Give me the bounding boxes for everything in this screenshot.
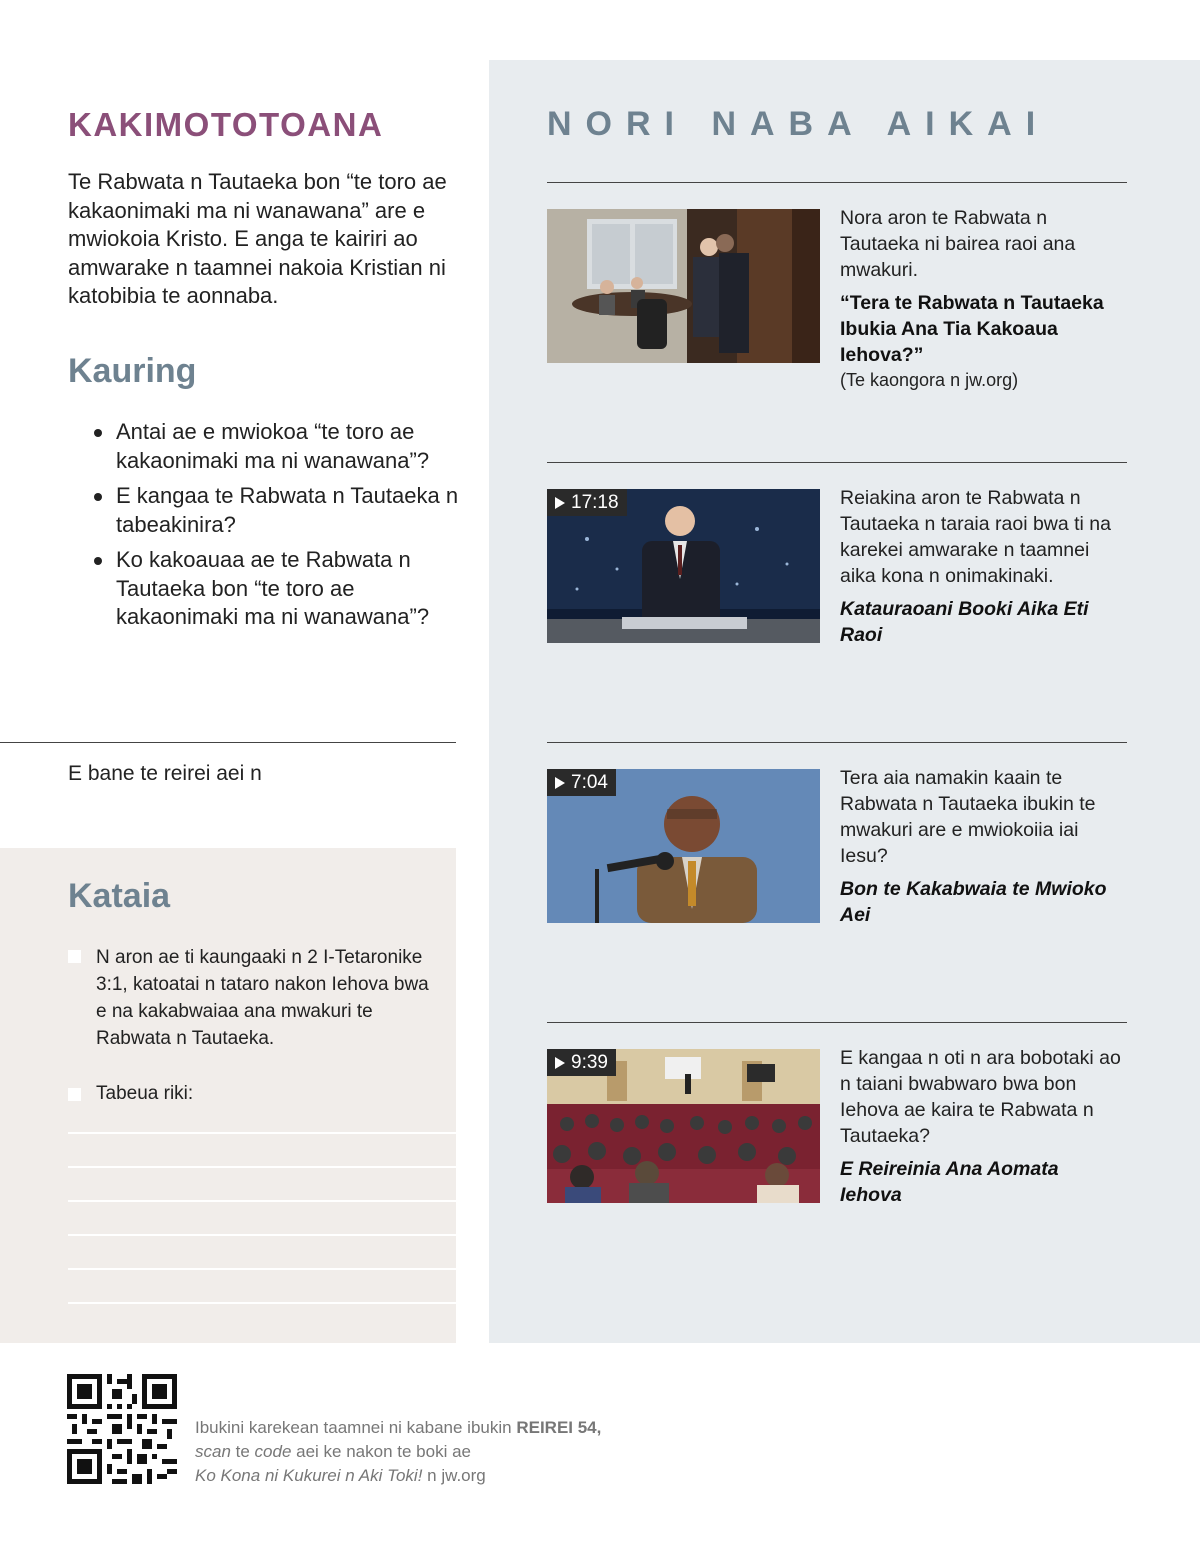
play-icon xyxy=(555,1057,565,1069)
article-link[interactable]: “Tera te Rabwata n Tautaeka Ibukia Ana Tia Kakoaua Iehova?” xyxy=(840,292,1104,366)
goal-item-text: N aron ae ti kaungaaki n 2 I-Tetaronike 3:1, katoatai n tataro nakon Iehova bwa e na kakabwaiaa ana mwakuri te Rabwata n Tautaeka. xyxy=(96,947,429,1049)
bullet-icon xyxy=(94,429,102,437)
write-line[interactable] xyxy=(68,1132,456,1134)
video-link[interactable]: Bon te Kakabwaia te Mwioko Aei xyxy=(840,878,1107,926)
footer-line-2 xyxy=(195,1440,601,1464)
footer-text xyxy=(195,1416,601,1488)
divider xyxy=(547,182,1127,183)
item-description: Tera aia namakin kaain te Rabwata n Tautaeka ibukin te mwakuri are e mwiokoiia iai Iesu? xyxy=(840,767,1096,867)
date-line: E bane te reirei aei n xyxy=(68,762,262,785)
item-description: E kangaa n oti n ara bobotaki ao n taiani bwabwaro bwa bon Iehova ae kaira te Rabwata n Tautaeka? xyxy=(840,1047,1121,1147)
review-list xyxy=(92,418,462,639)
item-description: Reiakina aron te Rabwata n Tautaeka n taraia raoi bwa ti na karekei amwarake n taamnei aika kona n onimakinaki. xyxy=(840,487,1112,587)
review-item-text: Ko kakoauaa ae te Rabwata n Tautaeka bon “te toro ae kakaonimaki ma ni wanawana”? xyxy=(116,547,430,629)
video-thumbnail[interactable] xyxy=(547,489,820,643)
video-thumbnail[interactable] xyxy=(547,769,820,923)
duration-text: 9:39 xyxy=(571,1052,608,1073)
review-item-text: Antai ae e mwiokoa “te toro ae kakaonimaki ma ni wanawana”? xyxy=(116,419,430,473)
goal-checkbox[interactable] xyxy=(68,1088,81,1101)
write-line[interactable] xyxy=(68,1302,456,1304)
summary-title: KAKIMOTOTOANA xyxy=(68,106,384,143)
video-duration xyxy=(547,769,616,796)
footer-text-part: scan xyxy=(195,1442,231,1461)
review-item xyxy=(92,482,462,539)
meeting-room-image xyxy=(547,209,820,363)
footer-text-part: aei ke nakon te boki ae xyxy=(291,1442,471,1461)
explore-title: NORI NABA AIKAI xyxy=(547,105,1050,143)
footer-line-1 xyxy=(195,1416,601,1440)
video-duration xyxy=(547,489,627,516)
divider xyxy=(547,1022,1127,1023)
item-description: Nora aron te Rabwata n Tautaeka ni bairea raoi ana mwakuri. xyxy=(840,207,1076,281)
divider xyxy=(547,742,1127,743)
video-link[interactable]: E Reireinia Ana Aomata Iehova xyxy=(840,1158,1059,1206)
footer-text-part: te xyxy=(230,1442,255,1461)
goal-item-text: Tabeua riki: xyxy=(96,1083,194,1104)
footer-text-part: code xyxy=(254,1442,292,1461)
footer-text-part: n jw.org xyxy=(422,1466,486,1485)
play-icon xyxy=(555,777,565,789)
review-item xyxy=(92,546,462,632)
goal-checkbox[interactable] xyxy=(68,950,81,963)
write-line[interactable] xyxy=(68,1234,456,1236)
bullet-icon xyxy=(94,557,102,565)
divider xyxy=(0,742,456,743)
play-icon xyxy=(555,497,565,509)
review-title: Kauring xyxy=(68,352,197,390)
write-line[interactable] xyxy=(68,1166,456,1168)
footer-line-3 xyxy=(195,1464,601,1488)
summary-body: Te Rabwata n Tautaeka bon “te toro ae kakaonimaki ma ni wanawana” are e mwiokoia Kristo. E anga te kairiri ao amwarake n taamnei nakoia Kristian ni katobibia te aonnaba. xyxy=(68,169,447,308)
book-title-link[interactable]: Ko Kona ni Kukurei n Aki Toki! xyxy=(195,1466,423,1485)
lesson-number: REIREI 54, xyxy=(516,1418,602,1437)
write-line[interactable] xyxy=(68,1268,456,1270)
write-line[interactable] xyxy=(68,1200,456,1202)
video-thumbnail[interactable] xyxy=(547,1049,820,1203)
divider xyxy=(547,462,1127,463)
footer-text-part: Ibukini karekean taamnei ni kabane ibukin xyxy=(195,1418,517,1437)
review-item-text: E kangaa te Rabwata n Tautaeka n tabeakinira? xyxy=(116,483,459,537)
video-link[interactable]: Katauraoani Booki Aika Eti Raoi xyxy=(840,598,1089,646)
video-duration xyxy=(547,1049,616,1076)
item-source: (Te kaongora n jw.org) xyxy=(840,370,1019,390)
duration-text: 17:18 xyxy=(571,492,619,513)
review-item xyxy=(92,418,462,475)
article-thumbnail[interactable] xyxy=(547,209,820,363)
bullet-icon xyxy=(94,493,102,501)
goal-title: Kataia xyxy=(68,877,171,915)
duration-text: 7:04 xyxy=(571,772,608,793)
qr-code-icon[interactable] xyxy=(67,1374,177,1484)
